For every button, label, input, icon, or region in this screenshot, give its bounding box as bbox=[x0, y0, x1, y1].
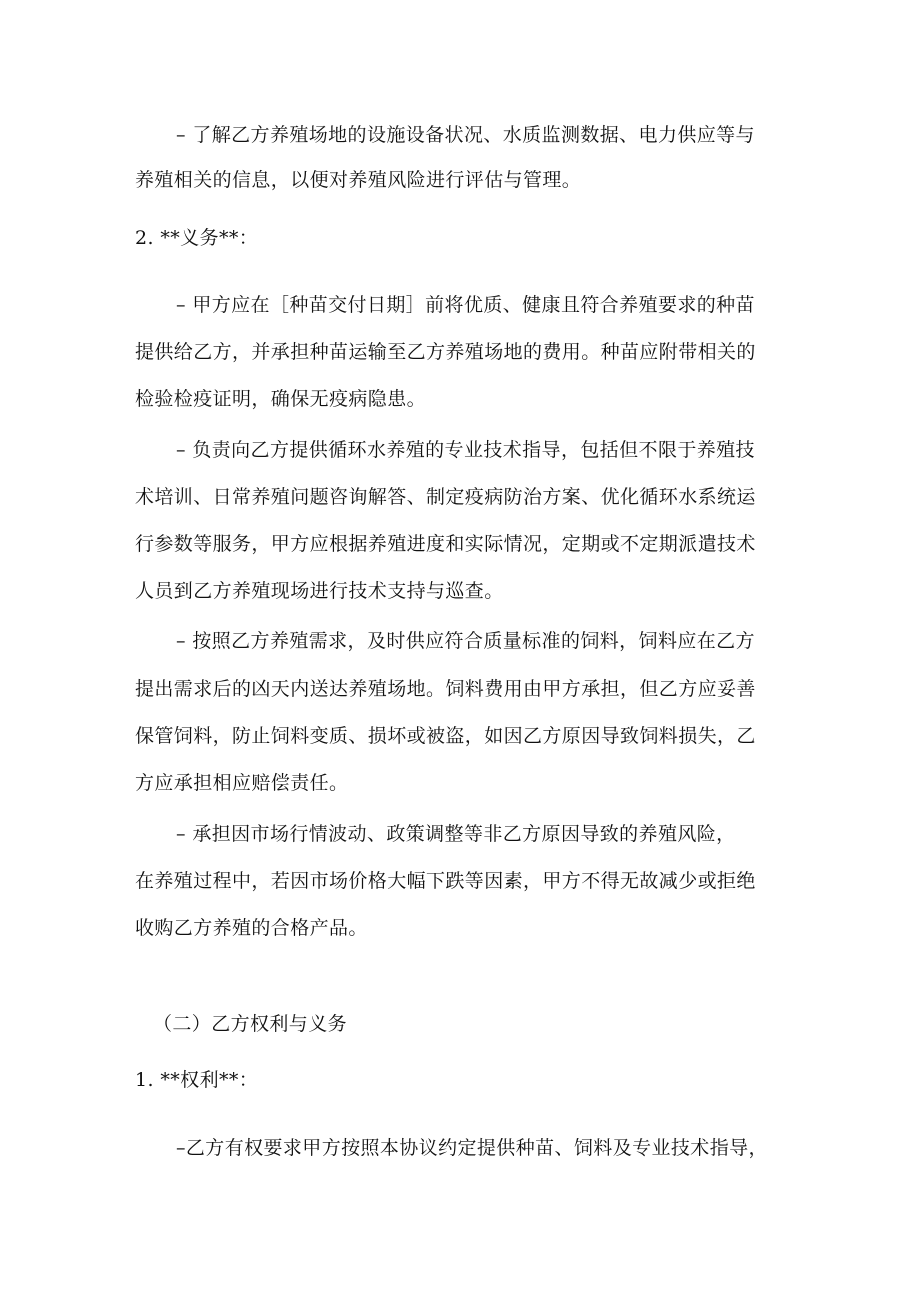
paragraph-line: 提供给乙方，并承担种苗运输至乙方养殖场地的费用。种苗应附带相关的 bbox=[135, 341, 756, 363]
paragraph-line: – 承担因市场行情波动、政策调整等非乙方原因导致的养殖风险， bbox=[176, 823, 736, 845]
obligations-heading: 2. **义务**： bbox=[135, 227, 259, 249]
paragraph-line: 检验检疫证明，确保无疫病隐患。 bbox=[135, 388, 427, 410]
paragraph-line: – 甲方应在［种苗交付日期］前将优质、健康且符合养殖要求的种苗 bbox=[176, 294, 755, 316]
paragraph-line: 行参数等服务，甲方应根据养殖进度和实际情况，定期或不定期派遣技术 bbox=[135, 533, 756, 555]
paragraph-line: – 按照乙方养殖需求，及时供应符合质量标准的饲料，饲料应在乙方 bbox=[176, 630, 755, 652]
paragraph-line: 养殖相关的信息，以便对养殖风险进行评估与管理。 bbox=[135, 169, 582, 191]
paragraph-line: –乙方有权要求甲方按照本协议约定提供种苗、饲料及专业技术指导， bbox=[176, 1137, 768, 1159]
paragraph-line: 收购乙方养殖的合格产品。 bbox=[135, 917, 368, 939]
paragraph-line: 保管饲料，防止饲料变质、损坏或被盗，如因乙方原因导致饲料损失，乙 bbox=[135, 725, 756, 747]
paragraph-line: 在养殖过程中，若因市场价格大幅下跌等因素，甲方不得无故减少或拒绝 bbox=[135, 870, 756, 892]
paragraph-line: – 了解乙方养殖场地的设施设备状况、水质监测数据、电力供应等与 bbox=[176, 124, 755, 146]
section-heading: （二）乙方权利与义务 bbox=[153, 1013, 348, 1035]
paragraph-line: 术培训、日常养殖问题咨询解答、制定疫病防治方案、优化循环水系统运 bbox=[135, 486, 756, 508]
paragraph-line: – 负责向乙方提供循环水养殖的专业技术指导，包括但不限于养殖技 bbox=[176, 439, 755, 461]
rights-heading: 1. **权利**： bbox=[135, 1069, 259, 1091]
paragraph-line: 方应承担相应赔偿责任。 bbox=[135, 772, 349, 794]
paragraph-line: 人员到乙方养殖现场进行技术支持与巡查。 bbox=[135, 580, 504, 602]
paragraph-line: 提出需求后的凶天内送达养殖场地。饲料费用由甲方承担，但乙方应妥善 bbox=[135, 678, 756, 700]
